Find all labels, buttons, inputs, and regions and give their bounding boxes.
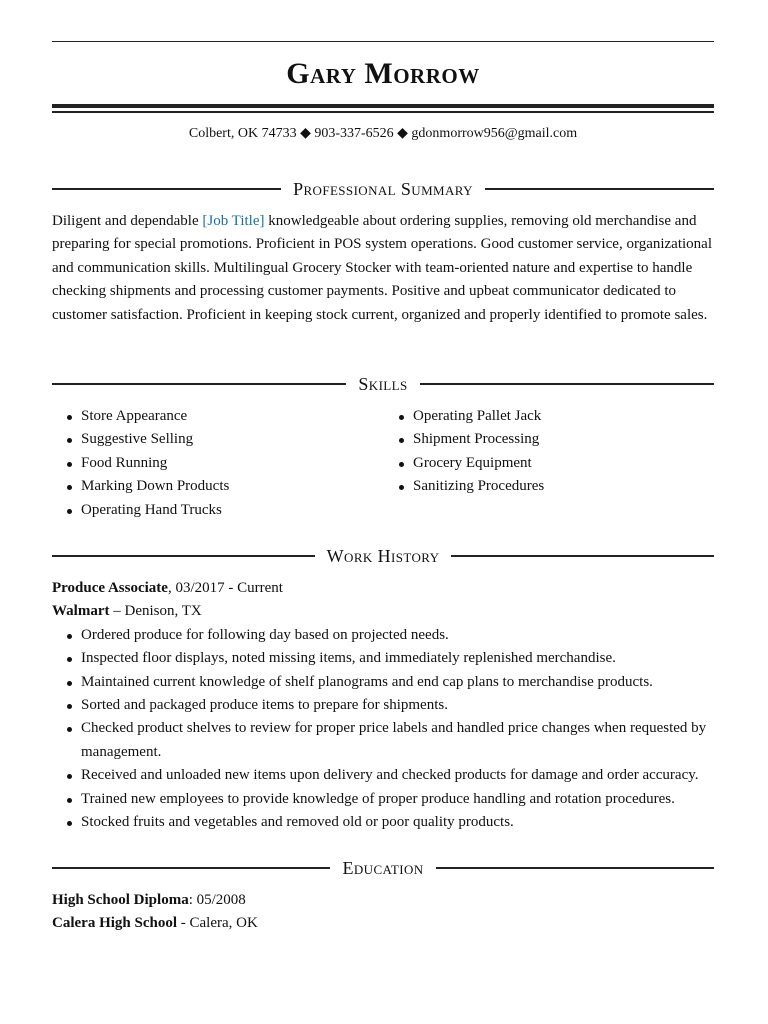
job-title: Produce Associate <box>52 580 168 596</box>
education-heading: Education <box>342 858 424 878</box>
skill-item: Marking Down Products <box>66 475 229 498</box>
section-divider <box>436 867 714 869</box>
job-duties-list <box>52 624 714 835</box>
education-section-header <box>52 856 714 880</box>
section-divider <box>52 383 346 385</box>
skill-item: Suggestive Selling <box>66 428 229 451</box>
section-divider <box>451 555 714 557</box>
skills-column-left <box>66 405 229 522</box>
name-thin-rule <box>52 111 714 113</box>
section-divider <box>52 867 330 869</box>
section-divider <box>52 555 315 557</box>
section-divider <box>485 188 714 190</box>
skill-item: Food Running <box>66 452 229 475</box>
job-dates: , 03/2017 - Current <box>167 580 283 596</box>
summary-text-end: knowledgeable about ordering supplies, removing old merchandise and preparing for special promotions. Proficient in POS system operations. Good customer service, organizational and communication skills. Multilingual Grocery Stocker with team-oriented nature and expertise to handle checking shipments and processing customer payments. Positive and upbeat communicator dedicated to customer satisfaction. Proficient in keeping stock current, organized and properly identified to promote sales. <box>52 213 712 323</box>
employer-location: – Denison, TX <box>109 603 202 620</box>
job-duty-item: Sorted and packaged produce items to prepare for shipments. <box>66 694 714 717</box>
job-duty-item: Inspected floor displays, noted missing items, and immediately replenished merchandise. <box>66 647 714 670</box>
work-heading: Work History <box>326 546 440 566</box>
school-location: - Calera, OK <box>177 915 258 932</box>
work-section-header <box>52 544 714 568</box>
degree-name: High School Diploma <box>52 892 189 908</box>
candidate-name: Gary Morrow <box>286 57 480 90</box>
school-line <box>52 912 714 935</box>
work-entry <box>52 577 714 834</box>
degree-line <box>52 889 714 912</box>
top-rule <box>52 41 714 42</box>
job-duty-item: Ordered produce for following day based on projected needs. <box>66 624 714 647</box>
job-duty-item: Stocked fruits and vegetables and removed old or poor quality products. <box>66 811 714 834</box>
section-divider <box>420 383 714 385</box>
job-duty-item: Maintained current knowledge of shelf planograms and end cap plans to merchandise products. <box>66 671 714 694</box>
skill-item: Grocery Equipment <box>398 452 544 475</box>
summary-heading: Professional Summary <box>293 179 473 199</box>
degree-date: : 05/2008 <box>188 892 246 908</box>
name-thick-rule <box>52 104 714 108</box>
skills-section-header <box>52 372 714 396</box>
job-duty-item: Checked product shelves to review for proper price labels and handled price changes when requested by management. <box>66 717 714 764</box>
skill-item: Shipment Processing <box>398 428 544 451</box>
school-name: Calera High School <box>52 915 178 932</box>
skill-item: Operating Hand Trucks <box>66 499 229 522</box>
skill-item: Sanitizing Procedures <box>398 475 544 498</box>
employer-name: Walmart <box>52 603 110 620</box>
summary-text-start: Diligent and dependable <box>52 213 203 229</box>
skill-item: Operating Pallet Jack <box>398 405 544 428</box>
job-title-placeholder-link[interactable]: [Job Title] <box>202 213 265 229</box>
job-line <box>52 577 714 600</box>
skills-column-right <box>398 405 544 499</box>
summary-paragraph <box>52 210 714 327</box>
contact-line: Colbert, OK 74733 ◆ 903-337-6526 ◆ gdonmorrow956@gmail.com <box>188 126 578 141</box>
job-duty-item: Trained new employees to provide knowledge of proper produce handling and rotation procedures. <box>66 788 714 811</box>
skill-item: Store Appearance <box>66 405 229 428</box>
skills-heading: Skills <box>358 374 408 394</box>
summary-section-header <box>52 177 714 201</box>
education-entry <box>52 889 714 936</box>
job-duty-item: Received and unloaded new items upon delivery and checked products for damage and order accuracy. <box>66 764 714 787</box>
employer-line <box>52 600 714 623</box>
section-divider <box>52 188 281 190</box>
